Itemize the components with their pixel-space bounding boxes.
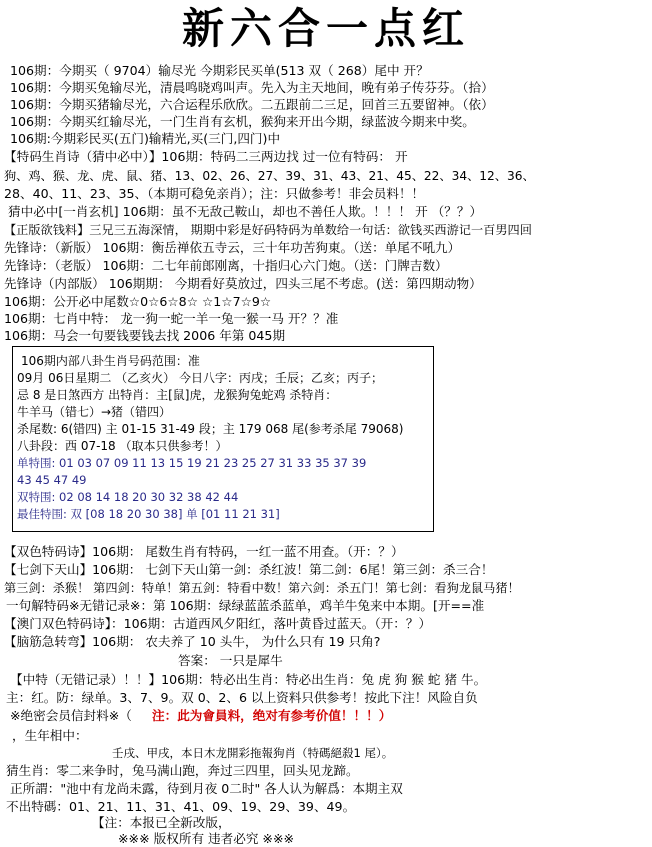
text-line: 【中特（无错记录）！！】106期：特必出生肖：特必出生肖：兔 虎 狗 猴 蛇 猪 牛。 (10, 672, 487, 687)
text-line: 106期：今期买兔输尽光，清晨鸣晓鸡叫声。先入为主天地间，晚有弟子传芬芬。（拾） (10, 80, 494, 95)
text-line: 106期：今期买红输尽光，一门生肖有玄机，猴狗来开出今期，绿蓝波今期来中奖。 (10, 114, 475, 129)
text-line: 壬戌、甲戌，本日木龙開彩拖報狗肖（特碼絕殺1 尾）。 (112, 746, 394, 760)
text-line: 猜生肖：零二来争时，兔马满山跑，奔过三四里，回头见龙蹄。 (6, 763, 359, 778)
text-line: 【澳门双色特码诗】：106期：古道西风夕阳红，落叶黄昏过蓝天。（开：？） (4, 616, 432, 631)
text-line: 主：红。防：绿单。3、7、9。双 0、2、6 以上资料只供参考！按此下注！风险自负 (6, 690, 478, 705)
box-line: 09月 06日星期二 （乙亥火） 今日八字：丙戌；壬辰；乙亥；丙子； (17, 371, 383, 385)
text-line: 【注：本报已全新改版， (92, 815, 231, 830)
text-line: 第三剑：杀猴！ 第四剑：特单！第五剑：特看中数！第六剑：杀五门！第七剑：看狗龙鼠马猪！ (4, 581, 520, 595)
text-line: 【特码生肖诗（猜中必中）】106期：特码二三两边找 过一位有特码： 开 (4, 149, 408, 164)
text-line: 一句解特码※无错记录※：第 106期：绿绿蓝蓝杀蓝单，鸡羊牛兔来中本期。[开==准 (6, 598, 485, 613)
text-line: 先锋诗：（新版） 106期：衡岳禅依五寺云，三十年功苦狗東。（送：单尾不吼九） (4, 240, 461, 255)
box-title: 106期内部八卦生肖号码范围：准 (21, 354, 200, 368)
text-line: ※绝密会员信封料※（ (10, 708, 132, 723)
member-note: 注：此为會員料，绝对有参考价值！！！） (152, 708, 392, 723)
text-line: 【脑筋急转弯】106期： 农夫养了 10 头牛， 为什么只有 19 只角? (4, 634, 381, 649)
copyright-line: ※※※ 版权所有 违者必究 ※※※ (118, 831, 295, 846)
text-line: 猜中必中[一肖玄机] 106期：虽不无敌己鞍山，却也不善任人欺。！！！ 开 （？？） (8, 204, 483, 219)
text-line: 106期：马会一句要钱要钱去找 2006 年第 045期 (4, 328, 286, 343)
text-line: 28、40、11、23、35、（本期可稳免亲肖）；注：只做参考！非会员料！！ (4, 186, 425, 201)
box-line: 忌 8 是日煞西方 出特肖：主[鼠]虎，龙猴狗兔蛇鸡 杀特肖： (17, 388, 338, 402)
text-line: 【七剑下天山】106期： 七剑下天山第一剑：杀红波！第二剑：6尾！第三剑：杀三合！ (4, 562, 494, 577)
text-line: 正所謂："池中有龙尚未露，待到月夜 0二时" 各人认为解爲：本期主双 (10, 781, 403, 796)
text-line: 106期:今期彩民买(五门)输精光,买(三门,四门)中 (10, 131, 281, 146)
box-line: 八卦段：西 07-18 （取本只供参考！） (17, 439, 228, 453)
text-line: 106期：公开必中尾数☆0☆6☆8☆ ☆1☆7☆9☆ (4, 294, 272, 309)
text-line: 106期：今期买（ 9704）输尽光 今期彩民买单(513 双（ 268）尾中 开？ (10, 63, 429, 78)
box-line: 杀尾数: 6(错四) 主 01-15 31-49 段；主 179 068 尾(参考杀尾 79068) (17, 422, 404, 436)
text-line: 106期：今期买猪输尽光，六合运程乐欣欣。二五跟前二三足，回首三五要留神。（依） (10, 97, 494, 112)
text-line: 狗、鸡、猴、龙、虎、鼠、猪、13、02、26、27、39、31、43、21、45、22、34、12、36、 (4, 169, 535, 183)
text-line: 先锋诗：（老版） 106期：二七年前郎刚离，十指归心六门炮。（送：门牌吉数） (4, 258, 448, 273)
box-line: 单特围: 01 03 07 09 11 13 15 19 21 23 25 27 31 33 35 37 39 (17, 456, 367, 470)
text-line: ，生年相中： (12, 728, 88, 743)
text-line: 先锋诗（内部版） 106期期： 今期看好莫放过，四头三尾不考虑。(送：第四期动物） (4, 276, 482, 291)
text-line: 【双色特码诗】106期： 尾数生肖有特码，一红一蓝不用查。（开：？） (4, 544, 404, 559)
box-line: 牛羊马（错七）→猪（错四） (17, 405, 172, 419)
text-line: 【正版欲钱料】三兄三五海深情， 期期中彩是好码特码为单数给一句话：欲钱买西游记一百男四回 (4, 223, 532, 237)
box-line: 最佳特围: 双 [08 18 20 30 38] 单 [01 11 21 31] (17, 507, 280, 521)
text-line: 106期：七肖中特： 龙一狗一蛇一羊一兔一猴一马 开？？准 (4, 311, 339, 326)
page-title: 新六合一点红 (181, 4, 470, 53)
bagua-range-box (12, 346, 434, 532)
box-line: 双特围: 02 08 14 18 20 30 32 38 42 44 (17, 490, 239, 504)
text-line: 答案： 一只是犀牛 (178, 653, 283, 668)
box-line: 43 45 47 49 (17, 473, 87, 487)
text-line: 不出特碼：01、21、11、31、41、09、19、29、39、49。 (6, 799, 356, 814)
